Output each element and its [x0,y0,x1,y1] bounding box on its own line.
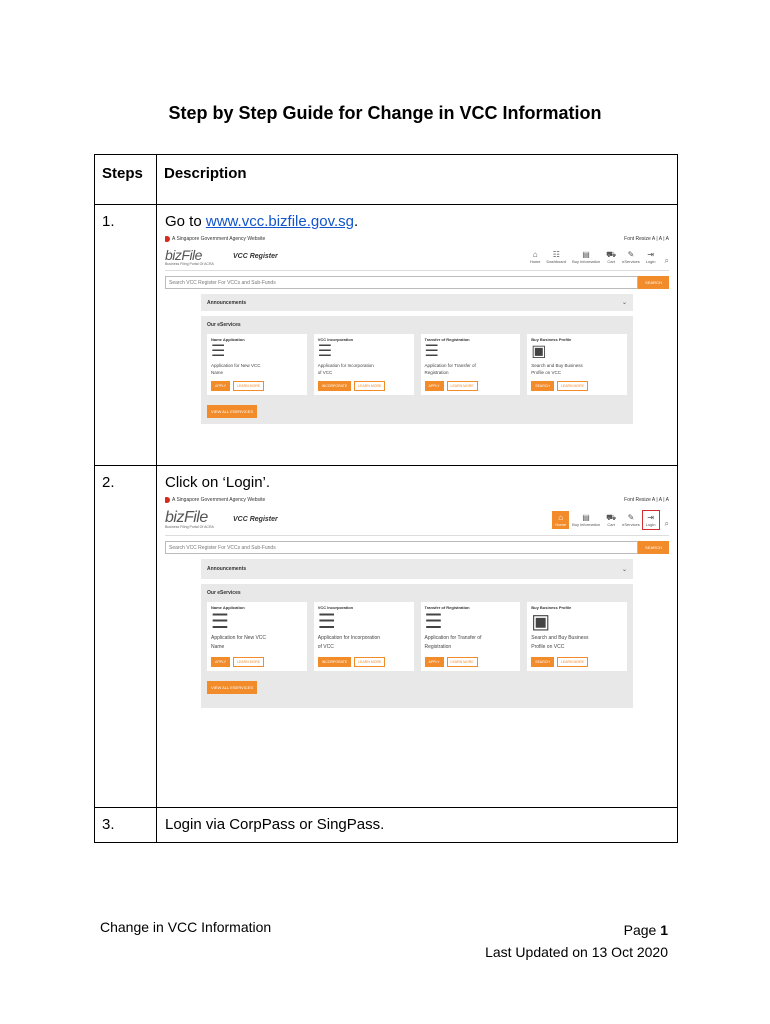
register-title: VCC Register [233,253,278,260]
card-title: Name Application [211,605,245,610]
card-description [211,362,303,378]
steps-header: Steps [95,155,157,205]
card-buttons [425,381,517,391]
dashboard-icon: ☷ [552,249,560,259]
register-title: VCC Register [233,516,278,523]
search-bar [165,276,669,289]
card-description-line: Search and Buy Business [531,363,583,368]
announcements-panel[interactable] [201,294,633,311]
card-action-button[interactable]: INCORPORATE [318,381,351,391]
bizfile-logo[interactable] [165,508,225,529]
eservices-panel [201,316,633,424]
chevron-down-icon[interactable]: ⌄ [621,300,627,306]
card-title: VCC Incorporation [317,605,354,610]
eservice-card [314,334,414,395]
card-title: Name Application [211,337,245,342]
view-all-eservices-button[interactable]: VIEW ALL ESERVICES [207,681,257,694]
card-description-line: Name [211,644,225,650]
learn-more-button[interactable]: LEARN MORE [233,657,264,667]
form-edit-icon: ☰ [317,611,336,633]
nav-label: Login [645,521,656,527]
form-edit-icon: ☰ [424,343,439,360]
card-buttons [531,657,623,667]
nav-label: Login [645,258,656,264]
nav-item-dashboard[interactable] [543,248,569,266]
site-header [165,243,669,271]
card-description-line: Registration [424,644,452,650]
main-nav [527,248,669,266]
buy-info-icon: ▤ [582,512,590,522]
card-description [318,362,410,378]
gov-banner [165,495,669,504]
card-title: VCC Incorporation [317,337,354,342]
eservice-cards [207,602,627,671]
table-row [95,808,678,843]
card-buttons [318,381,410,391]
card-action-button[interactable]: APPLY [211,657,230,667]
eservices-heading: Our eServices [207,322,241,328]
page-number: 1 [660,922,668,938]
nav-label: eServices [622,258,640,264]
form-edit-icon: ☰ [211,611,229,633]
eservice-card [207,334,307,395]
table-header-row [95,155,678,205]
step-description [157,205,678,466]
nav-item-login[interactable] [643,511,659,529]
card-buttons [531,381,623,391]
card-buttons [211,657,303,667]
nav-item-cart[interactable] [603,248,619,266]
step-description [157,466,678,808]
eservice-card [207,602,307,671]
card-action-button[interactable]: APPLY [425,657,444,667]
certificate-icon: ▣ [531,343,547,360]
nav-label: Cart [607,258,615,264]
font-resize[interactable]: Font Resize A | A | A [624,235,669,242]
footer-title: Change in VCC Information [100,919,272,935]
card-action-button[interactable]: INCORPORATE [318,657,351,667]
eservice-card [421,334,521,395]
step-text-suffix: . [353,213,359,230]
screenshot-homepage [165,234,669,424]
eservices-icon: ✎ [627,249,635,259]
nav-item-eservices[interactable] [619,248,643,266]
form-edit-icon: ☰ [424,611,443,633]
eservices-panel [201,584,633,708]
eservice-cards [207,334,627,395]
search-button[interactable]: SEARCH [638,541,669,554]
card-title: Buy Business Profile [531,605,572,610]
nav-item-buy-information[interactable] [569,248,603,266]
learn-more-button[interactable]: LEARN MORE [557,381,588,391]
step-number: 1. [95,205,157,466]
search-button[interactable]: SEARCH [638,276,669,289]
bizfile-logo[interactable] [165,248,225,266]
card-description [531,362,623,378]
eservices-icon: ✎ [627,512,635,522]
card-buttons [211,381,303,391]
card-description-line: Application for Transfer of [424,635,482,641]
gov-banner-text: A Singapore Government Agency Website [172,235,266,242]
card-title: Transfer of Registration [424,605,470,610]
learn-more-button[interactable]: LEARN MORE [354,657,385,667]
lion-head-icon [165,497,170,503]
step-number: 3. [95,808,157,843]
card-description-line: Name [211,370,224,375]
home-icon: ⌂ [532,249,538,259]
login-icon: ⇥ [647,512,654,522]
card-description-line: Application for Transfer of [424,363,476,368]
card-description-line: Profile on VCC [531,370,562,375]
card-description [318,634,410,654]
announcements-panel[interactable] [201,559,633,579]
table-row [95,205,678,466]
card-title: Transfer of Registration [424,337,470,342]
eservices-heading: Our eServices [207,590,241,596]
search-input[interactable]: Search VCC Register For VCCs and Sub-Funds [165,276,638,289]
logo-text: bizFile [165,508,208,526]
gov-banner-text: A Singapore Government Agency Website [172,496,266,503]
lion-head-icon [165,236,170,242]
announcements-label: Announcements [207,566,247,572]
screenshot-login [165,495,669,708]
eservice-card [421,602,521,671]
view-all-eservices-button[interactable]: VIEW ALL ESERVICES [207,405,257,418]
page-label: Page [623,922,661,938]
card-action-button[interactable]: SEARCH [531,657,554,667]
nav-label: Buy Information [572,521,601,527]
card-action-button[interactable]: SEARCH [531,381,554,391]
card-action-button[interactable]: APPLY [211,381,230,391]
announcements-label: Announcements [207,299,247,306]
gov-banner [165,234,669,243]
nav-label: eServices [622,521,640,527]
card-description [211,634,303,654]
search-bar [165,541,669,554]
card-description-line: Application for New VCC [211,363,261,368]
home-icon: ⌂ [558,512,564,522]
learn-more-button[interactable]: LEARN MORE [557,657,588,667]
search-input[interactable]: Search VCC Register For VCCs and Sub-Funds [165,541,638,554]
card-description-line: Registration [424,370,449,375]
nav-item-home[interactable] [552,511,569,529]
eservice-card [527,602,627,671]
search-icon[interactable]: ⌕ [664,255,669,265]
card-description-line: Application for Incorporation [317,635,381,641]
bizfile-link[interactable]: www.vcc.bizfile.gov.sg [205,213,354,230]
step-text: Go to [165,213,206,230]
nav-item-eservices[interactable] [619,511,643,529]
step-number: 2. [95,466,157,808]
eservice-card [527,334,627,395]
card-description [425,634,517,654]
card-buttons [425,657,517,667]
footer-page-info [485,919,668,963]
card-action-button[interactable]: APPLY [425,381,444,391]
nav-label: Dashboard [546,258,567,264]
form-edit-icon: ☰ [317,343,333,360]
last-updated: Last Updated on 13 Oct 2020 [485,944,668,960]
nav-item-cart[interactable] [603,511,619,529]
card-description-line: of VCC [317,644,334,650]
nav-label: Buy Information [572,258,601,264]
cart-icon: ⛟ [606,249,617,259]
card-description-line: Profile on VCC [531,644,565,650]
buy-info-icon: ▤ [582,249,590,259]
eservice-card [314,602,414,671]
learn-more-button[interactable]: LEARN MORE [354,381,385,391]
card-description-line: Application for New VCC [211,635,267,641]
certificate-icon: ▣ [531,611,551,633]
description-header: Description [157,155,678,205]
document-title: Step by Step Guide for Change in VCC Information [168,103,602,123]
search-icon[interactable]: ⌕ [664,518,669,528]
card-description-line: of VCC [317,370,333,375]
card-buttons [318,657,410,667]
chevron-down-icon[interactable]: ⌄ [621,566,627,573]
nav-label: Cart [607,521,615,527]
learn-more-button[interactable]: LEARN MORE [447,657,478,667]
form-edit-icon: ☰ [211,343,226,360]
nav-item-home[interactable] [527,248,544,266]
steps-table [94,154,678,843]
cart-icon: ⛟ [606,512,617,522]
nav-item-buy-information[interactable] [569,511,603,529]
site-header [165,504,669,536]
step-text: Click on ‘Login’. [165,474,271,491]
logo-subtitle: Business Filing Portal Of ACRA [165,524,214,529]
table-row [95,466,678,808]
login-icon: ⇥ [647,249,654,259]
learn-more-button[interactable]: LEARN MORE [447,381,478,391]
card-description [425,362,517,378]
card-description-line: Application for Incorporation [317,363,374,368]
nav-label: Home [555,521,567,527]
card-description-line: Search and Buy Business [531,635,589,641]
card-description [531,634,623,654]
card-title: Buy Business Profile [531,337,572,342]
logo-subtitle: Business Filing Portal Of ACRA [165,261,214,266]
nav-label: Home [529,258,541,264]
nav-item-login[interactable] [643,248,659,266]
learn-more-button[interactable]: LEARN MORE [233,381,264,391]
logo-text: bizFile [165,246,202,263]
font-resize[interactable]: Font Resize A | A | A [624,496,669,503]
step-description: Login via CorpPass or SingPass. [157,808,678,843]
main-nav [552,511,669,529]
